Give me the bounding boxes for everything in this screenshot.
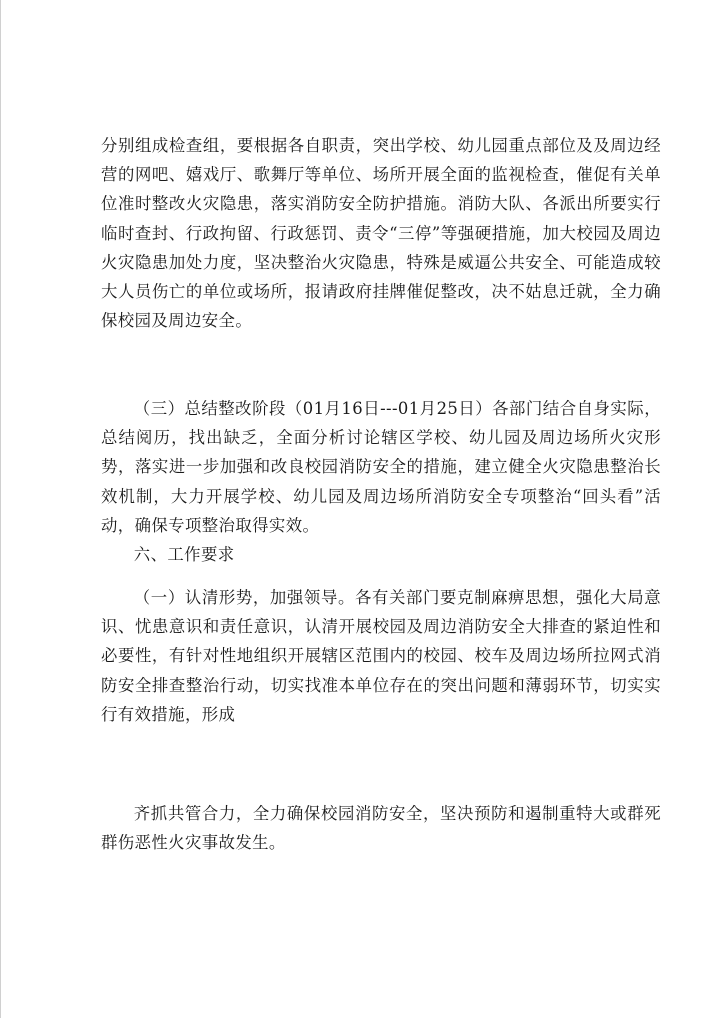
section-heading-work-requirements: 六、工作要求 <box>133 545 235 565</box>
paragraph-summary-stage: （三）总结整改阶段（01月16日---01月25日）各部门结合自身实际，总结阅历，找出缺乏，全面分析讨论辖区学校、幼儿园及周边场所火灾形势，落实进一步加强和改良校园消防安全的措施，建立健全火灾隐患整治长效机制，大力开展学校、幼儿园及周边场所消防安全专项整治“回头看”活动，确保专项整治取得实效。 <box>101 399 661 535</box>
paragraph-joint-management: 齐抓共管合力，全力确保校园消防安全，坚决预防和遏制重特大或群死群伤恶性火灾事故发生。 <box>101 804 661 853</box>
body-text-block <box>101 131 661 335</box>
paragraph-strengthen-leadership: （一）认清形势，加强领导。各有关部门要克制麻痹思想，强化大局意识、忧患意识和责任意识，认清开展校园及周边消防安全大排查的紧迫性和必要性，有针对性地组织开展辖区范围内的校园、校车及周边场所拉网式消防安全排查整治行动，切实找准本单位存在的突出问题和薄弱环节，切实实行有效措施，形成 <box>101 588 661 724</box>
body-text-block <box>101 799 661 857</box>
body-text-block <box>101 394 661 569</box>
body-text-block <box>101 583 661 729</box>
paragraph-inspection-measures: 分别组成检查组，要根据各自职责，突出学校、幼儿园重点部位及及周边经营的网吧、嬉戏厅、歌舞厅等单位、场所开展全面的监视检查，催促有关单位准时整改火灾隐患，落实消防安全防护措施。消防大队、各派出所要实行临时查封、行政拘留、行政惩罚、责令“三停”等强硬措施，加大校园及周边火灾隐患加处力度，坚决整治火灾隐患，特殊是威逼公共安全、可能造成较大人员伤亡的单位或场所，报请政府挂牌催促整改，决不姑息迁就，全力确保校园及周边安全。 <box>101 136 661 331</box>
